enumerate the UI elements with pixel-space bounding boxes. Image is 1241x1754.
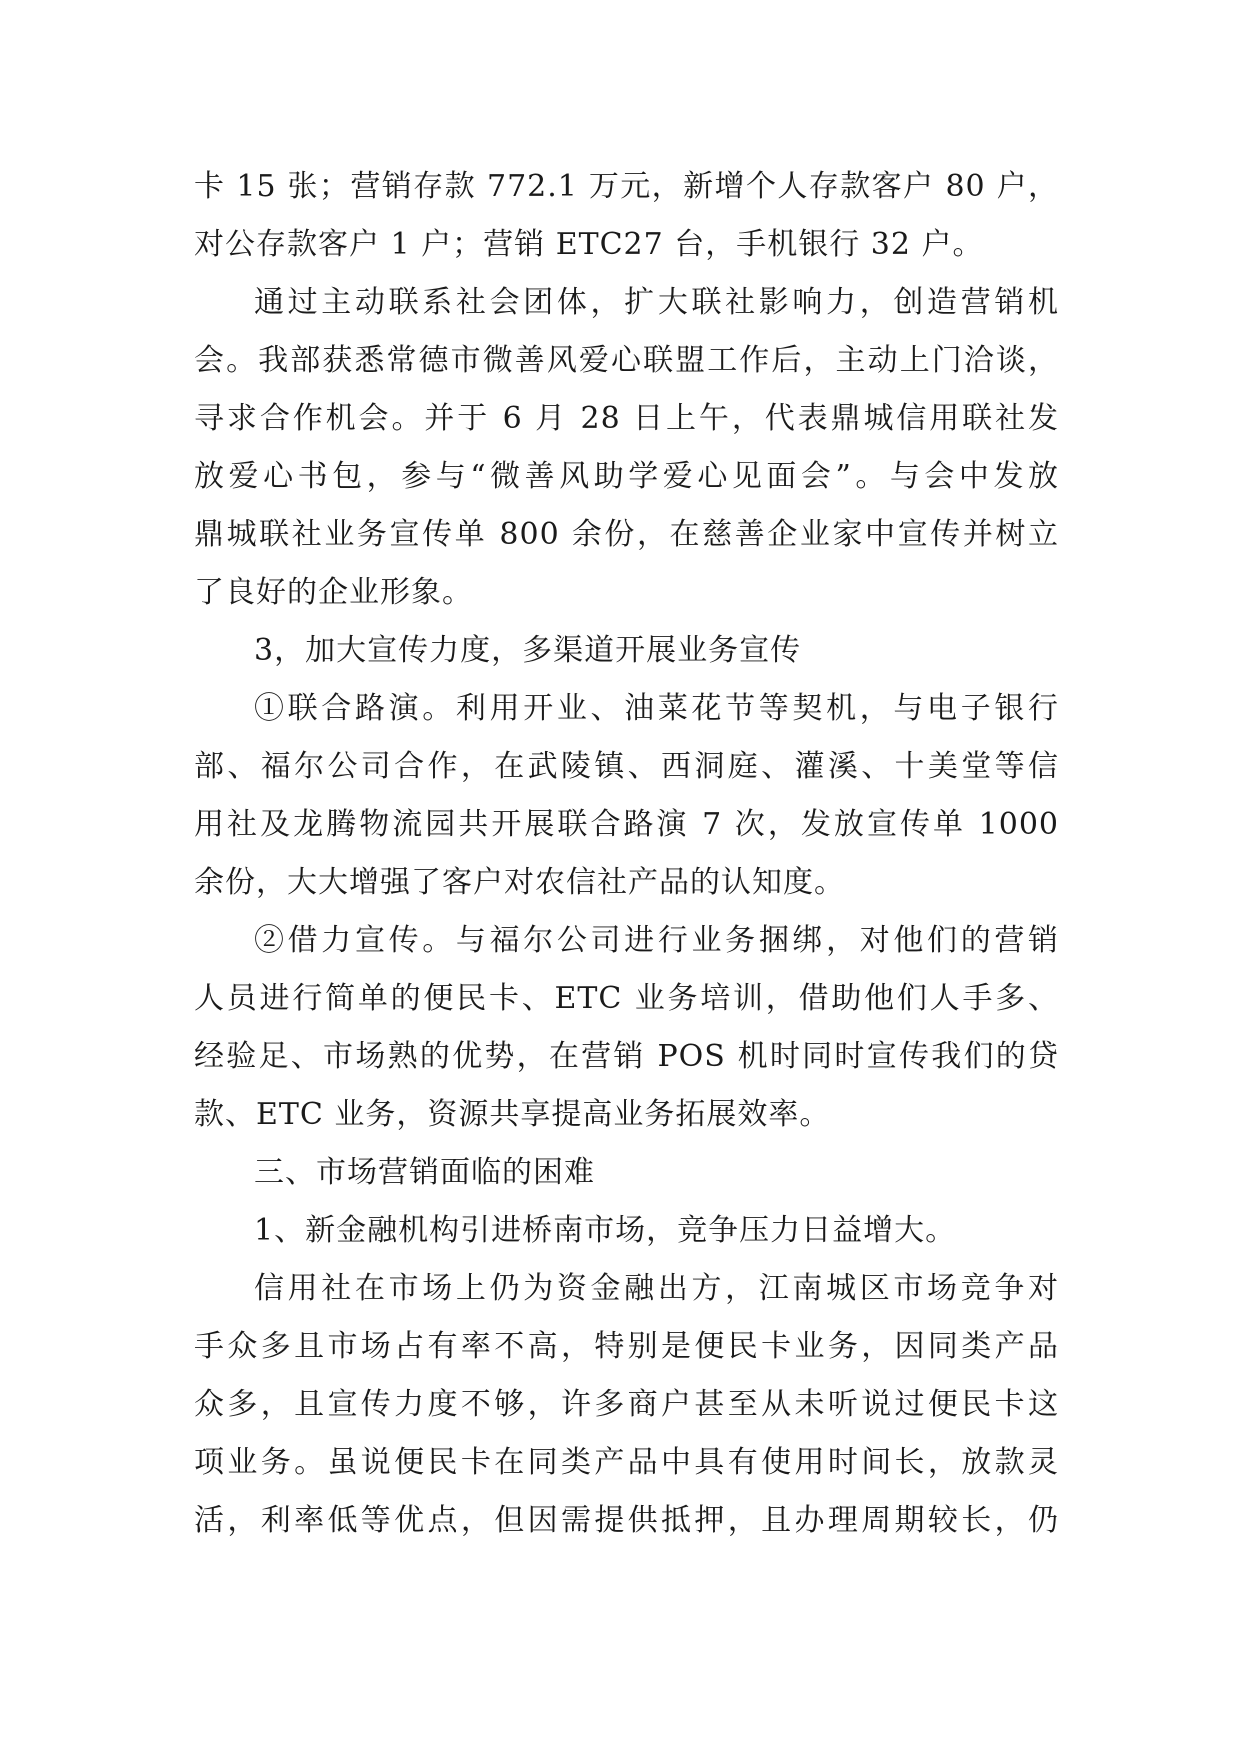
- text-line: 项业务。虽说便民卡在同类产品中具有使用时间长，放款灵: [194, 1445, 1059, 1480]
- body-text: [194, 158, 1059, 1550]
- text-line: 放爱心书包，参与“微善风助学爱心见面会”。与会中发放: [194, 459, 1059, 494]
- text-line: 了良好的企业形象。: [194, 575, 473, 610]
- text-line: 人员进行简单的便民卡、ETC 业务培训，借助他们人手多、: [194, 981, 1059, 1016]
- text-line: 通过主动联系社会团体，扩大联社影响力，创造营销机: [254, 285, 1059, 320]
- text-line: 对公存款客户 1 户；营销 ETC27 台，手机银行 32 户。: [194, 227, 984, 262]
- text-line: 手众多且市场占有率不高，特别是便民卡业务，因同类产品: [194, 1329, 1059, 1364]
- text-line: 活，利率低等优点，但因需提供抵押，且办理周期较长，仍: [194, 1503, 1059, 1538]
- text-line: 款、ETC 业务，资源共享提高业务拓展效率。: [194, 1097, 831, 1132]
- text-line: 寻求合作机会。并于 6 月 28 日上午，代表鼎城信用联社发: [194, 401, 1059, 436]
- text-line: ①联合路演。利用开业、油菜花节等契机，与电子银行: [254, 691, 1059, 726]
- text-line: 会。我部获悉常德市微善风爱心联盟工作后，主动上门洽谈，: [194, 343, 1059, 378]
- text-line: ②借力宣传。与福尔公司进行业务捆绑，对他们的营销: [254, 923, 1059, 958]
- text-line: 鼎城联社业务宣传单 800 余份，在慈善企业家中宣传并树立: [194, 517, 1059, 552]
- text-line: 三、市场营销面临的困难: [254, 1155, 595, 1190]
- text-line: 信用社在市场上仍为资金融出方，江南城区市场竞争对: [254, 1271, 1059, 1306]
- text-line: 1、新金融机构引进桥南市场，竞争压力日益增大。: [254, 1213, 957, 1248]
- text-line: 用社及龙腾物流园共开展联合路演 7 次，发放宣传单 1000: [194, 807, 1059, 842]
- text-line: 余份，大大增强了客户对农信社产品的认知度。: [194, 865, 845, 900]
- text-line: 众多，且宣传力度不够，许多商户甚至从未听说过便民卡这: [194, 1387, 1059, 1422]
- text-line: 卡 15 张；营销存款 772.1 万元，新增个人存款客户 80 户，: [194, 169, 1059, 204]
- text-line: 3，加大宣传力度，多渠道开展业务宣传: [254, 633, 802, 668]
- text-line: 部、福尔公司合作，在武陵镇、西洞庭、灌溪、十美堂等信: [194, 749, 1059, 784]
- text-line: 经验足、市场熟的优势，在营销 POS 机时同时宣传我们的贷: [194, 1039, 1059, 1074]
